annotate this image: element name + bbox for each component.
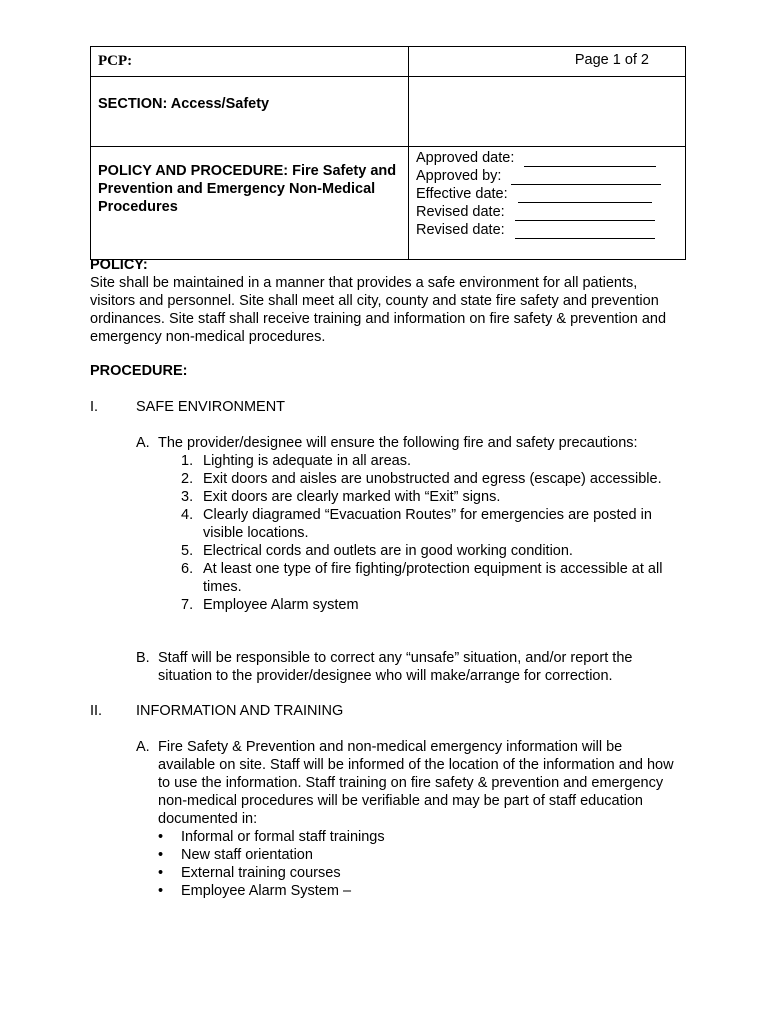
page-number: Page 1 of 2 <box>409 47 686 77</box>
section-empty-cell <box>409 77 686 147</box>
revised-date-field-1[interactable]: Revised date: <box>416 203 685 221</box>
list-item: • External training courses <box>158 865 341 881</box>
revised-date-field-2[interactable]: Revised date: <box>416 221 685 239</box>
section-title-2: INFORMATION AND TRAINING <box>136 703 344 719</box>
item-letter: B. <box>136 650 150 666</box>
revised-date-blank-1[interactable] <box>515 206 655 221</box>
item-2a <box>136 738 676 900</box>
bullet-icon: • <box>158 829 164 845</box>
approved-by-field[interactable]: Approved by: <box>416 167 685 185</box>
procedure-heading: PROCEDURE: <box>90 363 188 379</box>
approved-date-blank[interactable] <box>524 152 656 167</box>
policy-title: POLICY AND PROCEDURE: Fire Safety and Prevention and Emergency Non-Medical Procedures <box>91 147 409 260</box>
list-item: 7. Employee Alarm system <box>181 597 359 613</box>
approved-date-field[interactable]: Approved date: <box>416 149 685 167</box>
list-item: 1. Lighting is adequate in all areas. <box>181 453 411 469</box>
list-item: 3. Exit doors are clearly marked with “Exit” signs. <box>181 489 501 505</box>
revised-date-blank-2[interactable] <box>515 224 655 239</box>
item-letter: A. <box>136 435 150 451</box>
section-numeral-1: I. <box>90 399 99 415</box>
pcp-label: PCP: <box>91 47 409 77</box>
section-numeral-2: II. <box>90 703 103 719</box>
policy-text: Site shall be maintained in a manner that provides a safe environment for all patients, visitors and personnel. Site shall meet all city, county and state fire safety and prevention ordinances. Site staff shall receive training and information on fire safety & prevention and emergency non-medical procedures. <box>90 275 667 345</box>
item-1a <box>136 434 676 614</box>
item-text: Fire Safety & Prevention and non-medical emergency information will be available on site. Staff will be informed of the location of the information and how to use the information. Staff training on fire safety & prevention and emergency non-medical procedures will be verifiable and may be part of staff education documented in: <box>158 739 674 827</box>
approved-by-blank[interactable] <box>511 170 661 185</box>
bullet-icon: • <box>158 847 164 863</box>
item-letter: A. <box>136 739 150 755</box>
bullet-icon: • <box>158 865 164 881</box>
list-item: 4. Clearly diagramed “Evacuation Routes” for emergencies are posted in visible locations. <box>181 507 652 541</box>
date-fields <box>409 147 686 260</box>
header-table <box>90 46 686 260</box>
bullet-icon: • <box>158 883 164 899</box>
item-text: Staff will be responsible to correct any “unsafe” situation, and/or report the situation to the provider/designee who will make/arrange for correction. <box>158 650 633 684</box>
item-1b <box>136 649 676 685</box>
policy-heading: POLICY: <box>90 257 148 273</box>
list-item: 5. Electrical cords and outlets are in good working condition. <box>181 543 573 559</box>
list-item: 2. Exit doors and aisles are unobstructed and egress (escape) accessible. <box>181 471 662 487</box>
list-item: • Employee Alarm System – <box>158 883 352 899</box>
effective-date-field[interactable]: Effective date: <box>416 185 685 203</box>
training-bullet-list <box>158 828 676 900</box>
section-title: SECTION: Access/Safety <box>91 77 409 147</box>
list-item: 6. At least one type of fire fighting/protection equipment is accessible at all times. <box>181 561 663 595</box>
list-item: • New staff orientation <box>158 847 313 863</box>
section-title-1: SAFE ENVIRONMENT <box>136 399 286 415</box>
precaution-list <box>181 452 676 614</box>
effective-date-blank[interactable] <box>518 188 652 203</box>
item-text: The provider/designee will ensure the following fire and safety precautions: <box>158 435 638 451</box>
list-item: • Informal or formal staff trainings <box>158 829 385 845</box>
